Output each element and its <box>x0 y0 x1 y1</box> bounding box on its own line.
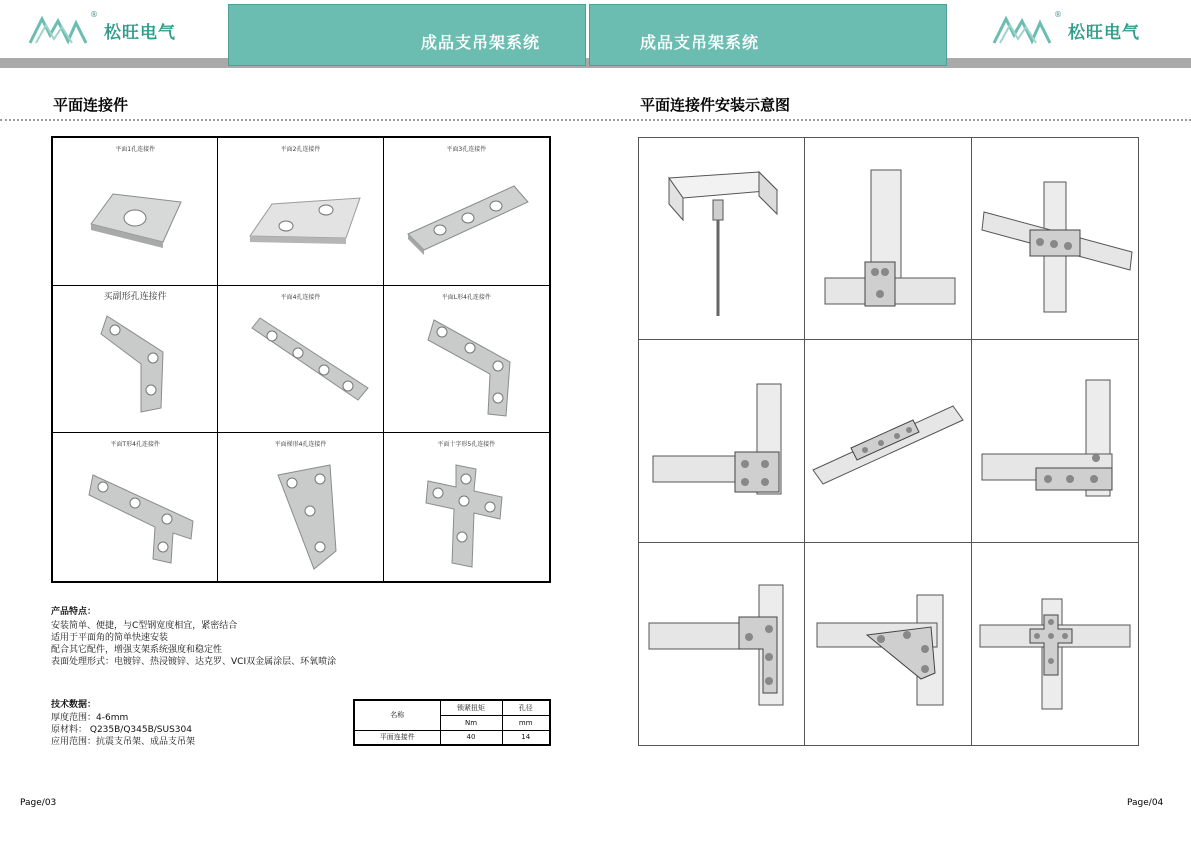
logo-right <box>992 8 1140 52</box>
logo-wave-icon <box>28 13 98 47</box>
product-grid <box>51 136 551 583</box>
install-cell <box>805 340 971 542</box>
tech-line: 厚度范围：4-6mm <box>51 713 129 723</box>
install-cross-plate-image <box>972 543 1138 745</box>
install-cell <box>972 340 1138 542</box>
install-cell <box>805 138 971 340</box>
product-cell <box>53 138 218 286</box>
plate-4-hole-image <box>228 304 373 424</box>
install-cell <box>972 138 1138 340</box>
install-cell <box>972 543 1138 745</box>
install-splice-image <box>805 340 971 542</box>
install-corner-image <box>639 340 805 542</box>
plate-trapezoid-4-hole-image <box>228 451 373 571</box>
banner-left <box>228 4 586 66</box>
product-cell <box>53 433 218 581</box>
install-cross-image <box>972 138 1138 340</box>
plate-t-4-hole-image <box>63 451 208 571</box>
spec-row-name: 平面连接件 <box>354 730 440 745</box>
tech-line: 应用范围：抗震支吊架、成品支吊架 <box>51 737 196 747</box>
install-hanger-image <box>639 138 805 340</box>
plate-cross-5-hole-image <box>394 451 539 571</box>
product-caption: 平面1孔连接件 <box>115 146 156 153</box>
spec-col-hole: 孔径 <box>502 700 550 715</box>
reg-mark: ® <box>90 10 98 19</box>
banner-right-title: 成品支吊架系统 <box>640 33 760 52</box>
dotted-divider <box>0 119 1191 121</box>
install-l-corner-image <box>972 340 1138 542</box>
product-cell <box>218 138 383 286</box>
spec-unit-torque: Nm <box>440 715 502 730</box>
features-list <box>51 620 336 668</box>
feature-line: 安装简单、便捷，与C型钢宽度相宜，紧密结合 <box>51 621 238 631</box>
features-heading: 产品特点： <box>51 607 97 617</box>
plate-1-hole-image <box>63 156 208 276</box>
product-caption: 平面2孔连接件 <box>280 146 321 153</box>
spec-row-torque: 40 <box>440 730 502 745</box>
page-number-right: Page/04 <box>1127 798 1164 808</box>
banner-right <box>589 4 947 66</box>
install-t-joint-image <box>805 138 971 340</box>
spec-unit-hole: mm <box>502 715 550 730</box>
installation-grid <box>638 137 1139 746</box>
page-number-left: Page/03 <box>20 798 57 808</box>
product-caption: 平面梯形4孔连接件 <box>274 441 327 449</box>
product-caption: 平面十字形5孔连接件 <box>437 441 496 449</box>
tech-line: 原材料： Q235B/Q345B/SUS304 <box>51 725 192 735</box>
logo-text: 松旺电气 <box>104 22 176 43</box>
product-cell <box>384 138 549 286</box>
install-cell <box>805 543 971 745</box>
product-caption: 平面3孔连接件 <box>446 146 487 153</box>
product-caption: 平面4孔连接件 <box>280 293 321 301</box>
spec-table <box>353 699 551 746</box>
right-section-title: 平面连接件安装示意图 <box>640 96 791 114</box>
product-cell <box>384 286 549 434</box>
spec-col-name: 名称 <box>354 700 440 730</box>
logo-wave-icon <box>992 13 1062 47</box>
product-cell <box>53 286 218 434</box>
product-caption: 平面T形4孔连接件 <box>110 441 160 449</box>
feature-line: 表面处理形式：电镀锌、热浸镀锌、达克罗、VCI双金属涂层、环氧喷涂 <box>51 657 337 667</box>
install-t-plate-image <box>639 543 805 745</box>
install-cell <box>639 138 805 340</box>
banner-left-title: 成品支吊架系统 <box>421 33 541 52</box>
product-caption: 买副形孔连接件 <box>103 291 167 302</box>
feature-line: 配合其它配件，增强支架系统强度和稳定性 <box>51 645 223 655</box>
spec-row-hole: 14 <box>502 730 550 745</box>
logo-left <box>28 8 176 52</box>
logo-text: 松旺电气 <box>1068 22 1140 43</box>
plate-3-hole-image <box>394 156 539 276</box>
product-cell <box>218 286 383 434</box>
tech-heading: 技术数据： <box>51 700 97 710</box>
reg-mark: ® <box>1054 10 1062 19</box>
left-section-title: 平面连接件 <box>53 96 129 114</box>
product-caption: 平面L形4孔连接件 <box>441 293 491 301</box>
plate-l-4-hole-image <box>394 304 539 424</box>
plate-l-3-hole-image <box>63 304 208 424</box>
install-cell <box>639 543 805 745</box>
tech-list <box>51 712 195 748</box>
product-cell <box>218 433 383 581</box>
plate-2-hole-image <box>228 156 373 276</box>
product-cell <box>384 433 549 581</box>
install-cell <box>639 340 805 542</box>
feature-line: 适用于平面角的简单快速安装 <box>51 633 169 643</box>
spec-col-torque: 锁紧扭矩 <box>440 700 502 715</box>
install-trapezoid-image <box>805 543 971 745</box>
